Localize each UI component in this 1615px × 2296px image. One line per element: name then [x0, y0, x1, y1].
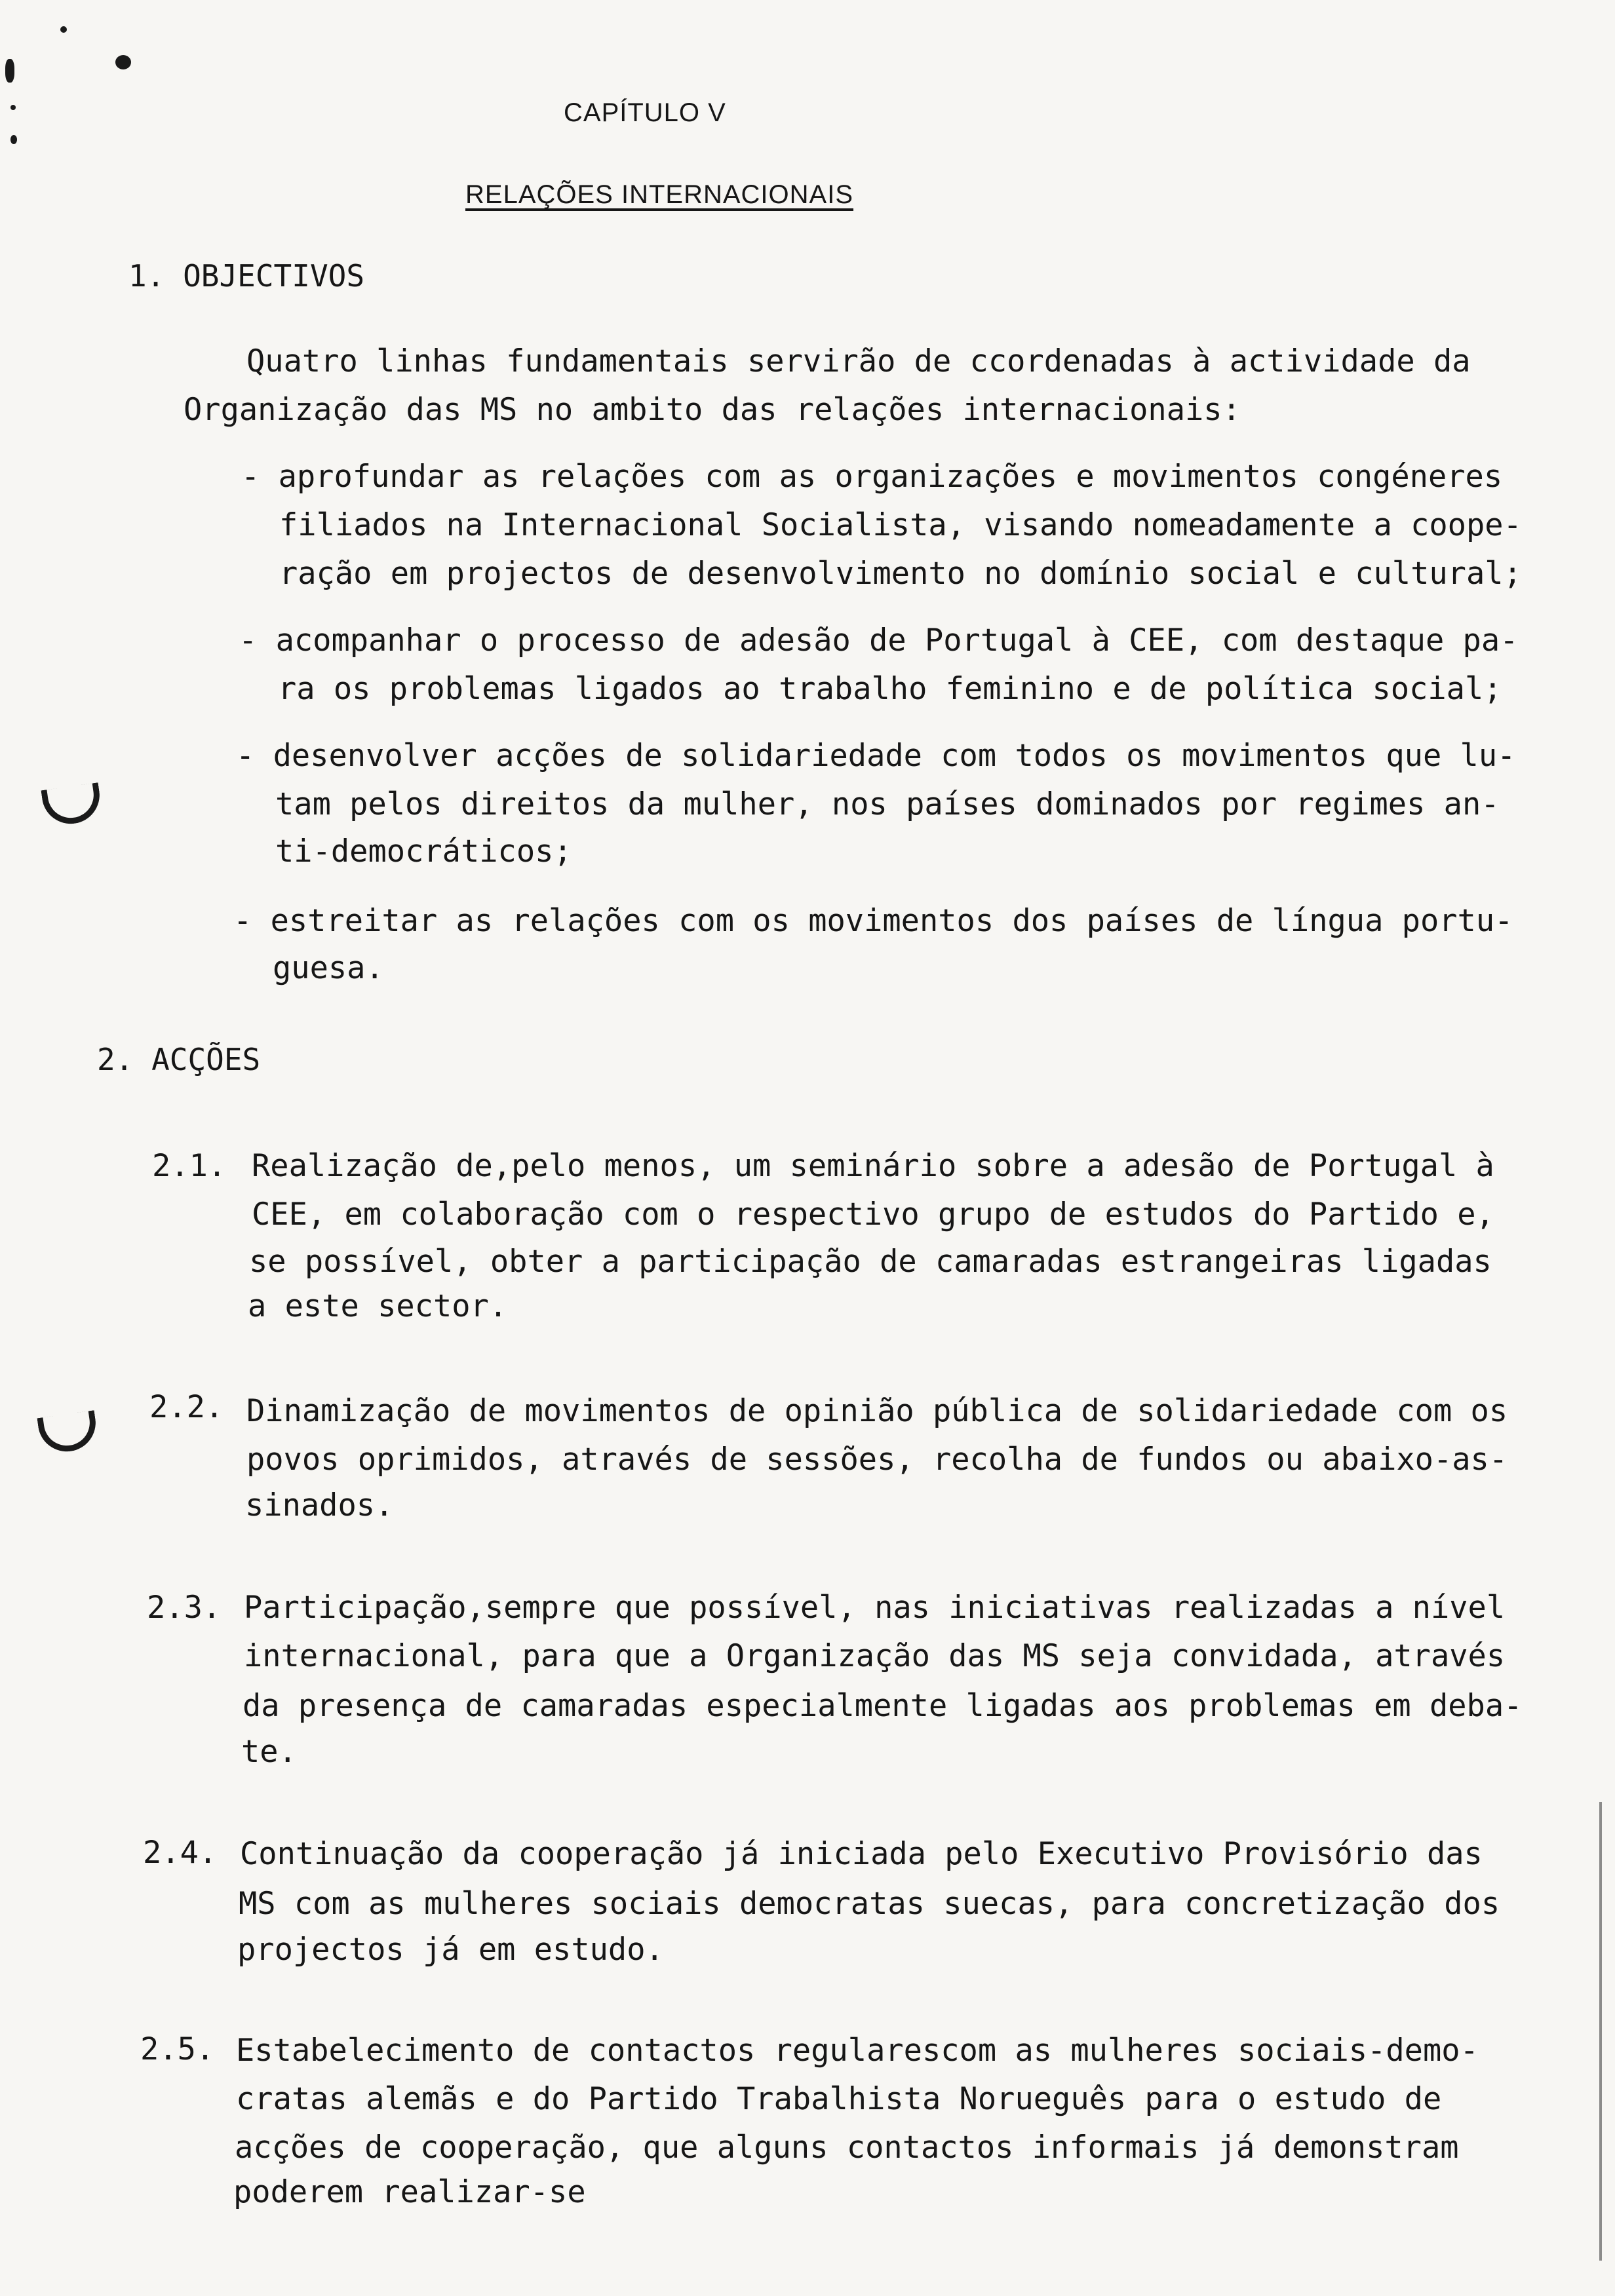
item-number: 2.4. [143, 1835, 218, 1871]
bullet-line: - estreitar as relações com os movimentos dos países de língua portu- [233, 903, 1513, 939]
item-line: internacional, para que a Organização das MS seja convidada, através [244, 1638, 1506, 1674]
item-line: MS com as mulheres sociais democratas suecas, para concretização dos [239, 1886, 1500, 1922]
punch-hole-mark [10, 105, 16, 110]
section-heading: 2. ACÇÕES [97, 1042, 261, 1077]
staple-mark [41, 782, 103, 828]
bullet-line: ti-democráticos; [275, 833, 572, 870]
item-line: da presença de camaradas especialmente ligadas aos problemas em deba- [243, 1688, 1523, 1724]
chapter-title: CAPÍTULO V [564, 98, 726, 127]
item-line: sinados. [245, 1487, 394, 1523]
bullet-line: filiados na Internacional Socialista, visando nomeadamente a coope- [279, 507, 1522, 543]
paragraph-line: Quatro linhas fundamentais servirão de ccordenadas à actividade da [246, 343, 1471, 379]
punch-hole-mark [60, 26, 67, 33]
bullet-line: tam pelos direitos da mulher, nos países dominados por regimes an- [275, 786, 1500, 822]
item-number: 2.3. [147, 1590, 222, 1626]
item-line: Participação,sempre que possível, nas iniciativas realizadas a nível [244, 1590, 1506, 1626]
item-line: povos oprimidos, através de sessões, recolha de fundos ou abaixo-as- [246, 1442, 1508, 1478]
bullet-line: - acompanhar o processo de adesão de Portugal à CEE, com destaque pa- [239, 622, 1519, 659]
staple-mark [37, 1410, 99, 1455]
item-number: 2.2. [149, 1389, 224, 1425]
item-line: Dinamização de movimentos de opinião pública de solidariedade com os [246, 1393, 1508, 1429]
punch-hole-mark [10, 135, 17, 144]
item-line: Continuação da cooperação já iniciada pelo Executivo Provisório das [240, 1836, 1483, 1872]
item-number: 2.5. [140, 2031, 215, 2067]
section-heading: 1. OBJECTIVOS [128, 258, 365, 294]
punch-hole-mark [5, 59, 14, 83]
paragraph-line: Organização das MS no ambito das relações internacionais: [184, 392, 1241, 428]
bullet-line: ra os problemas ligados ao trabalho feminino e de política social; [278, 671, 1502, 707]
chapter-subtitle: RELAÇÕES INTERNACIONAIS [465, 180, 854, 209]
punch-hole-mark [115, 55, 131, 69]
bullet-line: - desenvolver acções de solidariedade com todos os movimentos que lu- [236, 738, 1516, 774]
item-line: te. [241, 1734, 297, 1770]
item-line: cratas alemãs e do Partido Trabalhista Norueguês para o estudo de [236, 2081, 1442, 2117]
bullet-line: guesa. [273, 950, 384, 986]
page-edge-shadow [1599, 1802, 1602, 2261]
item-line: Realização de,pelo menos, um seminário sobre a adesão de Portugal à [252, 1148, 1494, 1184]
item-line: projectos já em estudo. [237, 1932, 664, 1968]
bullet-line: ração em projectos de desenvolvimento no domínio social e cultural; [279, 556, 1522, 592]
bullet-line: - aprofundar as relações com as organizações e movimentos congéneres [241, 459, 1503, 495]
item-line: se possível, obter a participação de camaradas estrangeiras ligadas [249, 1244, 1492, 1280]
item-line: acções de cooperação, que alguns contactos informais já demonstram [235, 2130, 1459, 2166]
item-line: a este sector. [248, 1288, 508, 1324]
item-line: CEE, em colaboração com o respectivo grupo de estudos do Partido e, [252, 1196, 1494, 1233]
item-line: poderem realizar-se [233, 2174, 586, 2210]
item-line: Estabelecimento de contactos regularescom as mulheres sociais-demo- [236, 2033, 1479, 2069]
item-number: 2.1. [152, 1148, 227, 1184]
